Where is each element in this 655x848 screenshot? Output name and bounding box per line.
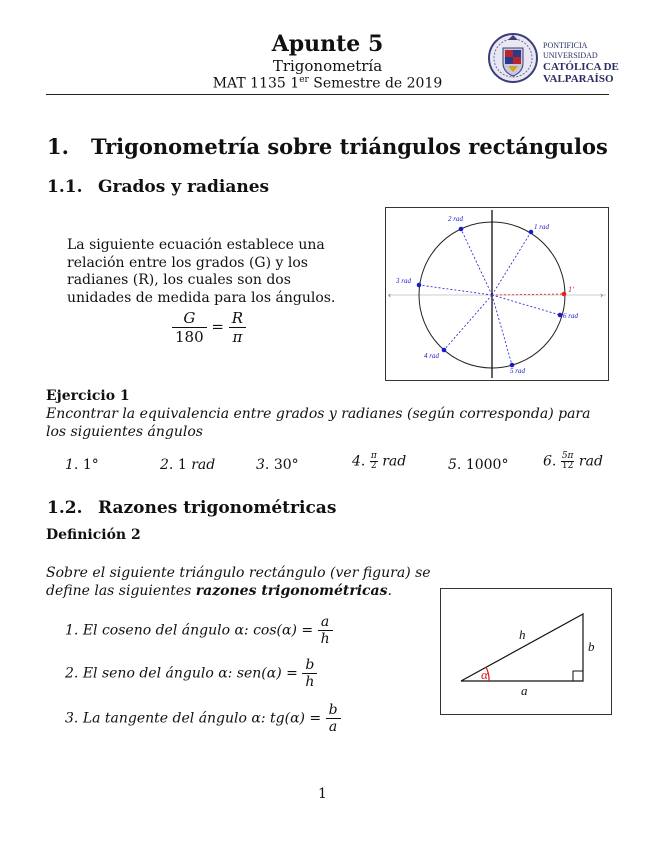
item-fraction-den: 2 (370, 461, 377, 471)
x-axis-right-arrow: › (600, 291, 604, 300)
item-fraction-num: 5π (561, 451, 574, 461)
ratio-item-cos (65, 614, 333, 647)
degrees-radians-equation (172, 309, 246, 346)
university-name (543, 41, 619, 85)
item-fraction-den: h (320, 631, 330, 647)
definition-text (46, 565, 456, 600)
item-fraction (326, 702, 341, 735)
label-reference: 1' (568, 286, 575, 294)
point-3-rad (417, 283, 422, 288)
label-4-rad: 4 rad (424, 352, 439, 360)
exercise-item-5 (448, 457, 508, 473)
ray-3 (419, 285, 492, 295)
exercise-title: Ejercicio 1 (46, 388, 130, 404)
item-fraction-den: 12 (561, 461, 574, 471)
item-text: La tangente del ángulo α: tg(α) = (82, 710, 322, 727)
definition-title: Definición 2 (46, 527, 141, 543)
item-fraction (370, 452, 378, 471)
angle-label: α (481, 667, 488, 682)
x-axis-left-arrow: ‹ (388, 291, 392, 300)
equation-lhs (172, 309, 207, 346)
course-sup: er (299, 75, 309, 85)
item-fraction-num: b (302, 657, 317, 674)
item-fraction-num: π (370, 451, 377, 461)
page-number: 1 (318, 786, 327, 802)
item-number: 2. (65, 665, 79, 682)
unit-circle-diagram (386, 208, 608, 380)
exercise-item-3 (256, 457, 299, 473)
item-fraction (318, 614, 333, 647)
logo-line-3: CATÓLICA DE (543, 61, 619, 73)
exercise-text: Encontrar la equivalencia entre grados y radianes (según corresponda) para los siguientes ángulos (46, 406, 591, 440)
equation-rhs (229, 309, 246, 346)
subsection-number: 1.1. (47, 177, 83, 197)
triangle-outline (461, 614, 583, 681)
label-6-rad: 6 rad (563, 312, 578, 320)
label-2-rad: 2 rad (448, 215, 463, 223)
ray-4 (444, 295, 492, 350)
subsection-number: 1.2. (47, 498, 83, 518)
equation-lhs-num: G (172, 309, 207, 328)
label-3-rad: 3 rad (396, 277, 411, 285)
item-fraction (561, 452, 575, 471)
ray-6 (492, 295, 560, 315)
item-fraction-num: b (326, 702, 341, 719)
adjacent-label: a (521, 683, 528, 698)
exercise-item-1 (65, 457, 99, 473)
course-line (160, 75, 495, 92)
logo-line-4: VALPARAÍSO (543, 73, 614, 85)
definition-text-after: . (387, 582, 392, 599)
label-1-rad: 1 rad (534, 223, 549, 231)
point-reference (562, 292, 567, 297)
right-triangle-figure (440, 588, 612, 715)
logo-line-2: UNIVERSIDAD (543, 51, 598, 60)
document-title: Apunte 5 (271, 31, 384, 57)
item-value: 1 (177, 457, 187, 473)
equation-rhs-num: R (229, 309, 246, 328)
exercise-item-4 (352, 452, 406, 471)
exercise-item-2 (160, 457, 215, 473)
item-fraction-den: h (305, 674, 315, 690)
equation-lhs-den: 180 (175, 328, 204, 346)
exercise-item-6 (543, 452, 603, 471)
ray-2 (461, 229, 492, 295)
item-number: 3. (256, 457, 270, 473)
opposite-label: b (588, 639, 595, 654)
item-value: 30° (273, 457, 299, 473)
item-number: 1. (65, 622, 79, 639)
ray-5 (492, 295, 512, 365)
label-5-rad: 5 rad (510, 367, 525, 375)
point-2-rad (459, 227, 464, 232)
section-title: Trigonometría sobre triángulos rectángulos (91, 134, 608, 159)
definition-text-before: Sobre el siguiente triángulo rectángulo (ver figura) se define las siguientes (46, 565, 431, 599)
item-number: 2. (160, 457, 174, 473)
ray-1 (492, 232, 531, 295)
logo-line-1: PONTIFICIA (543, 41, 588, 50)
radian-rays (419, 229, 560, 365)
course-prefix: MAT 1135 1 (212, 75, 300, 92)
point-1-rad (529, 230, 534, 235)
item-number: 4. (352, 453, 366, 470)
right-angle-marker (573, 671, 583, 681)
item-number: 5. (448, 457, 462, 473)
point-6-rad (558, 313, 563, 318)
item-fraction (302, 657, 317, 690)
subsection-title: Razones trigonométricas (98, 498, 337, 518)
item-text: El coseno del ángulo α: cos(α) = (82, 622, 314, 639)
item-value: 1000° (465, 457, 509, 473)
item-unit: rad (578, 453, 603, 470)
item-number: 6. (543, 453, 557, 470)
ratio-item-tan (65, 702, 341, 735)
right-triangle-diagram (441, 589, 611, 714)
definition-text-bold: razones trigonométricas (195, 582, 388, 599)
item-unit: rad (382, 453, 407, 470)
item-unit: rad (191, 457, 216, 473)
section-number: 1. (47, 134, 69, 159)
item-number: 3. (65, 710, 79, 727)
course-suffix: Semestre de 2019 (308, 75, 443, 92)
item-text: El seno del ángulo α: sen(α) = (82, 665, 298, 682)
intro-paragraph: La siguiente ecuación establece una relación entre los grados (G) y los radianes (R), los cuales son dos unidades de medida para los ángulos. (67, 237, 336, 306)
item-number: 1. (65, 457, 79, 473)
equation-eq: = (211, 317, 224, 336)
document-subtitle: Trigonometría (272, 57, 383, 75)
item-fraction-den: a (328, 719, 338, 735)
point-4-rad (442, 348, 447, 353)
header-rule (46, 94, 609, 95)
item-value: 1° (82, 457, 99, 473)
radian-points (417, 227, 563, 368)
unit-circle-figure (385, 207, 609, 381)
equation-rhs-den: π (232, 328, 243, 346)
ratio-item-sin (65, 657, 317, 690)
hypotenuse-label: h (519, 627, 526, 642)
subsection-title: Grados y radianes (98, 177, 270, 197)
item-fraction-num: a (318, 614, 333, 631)
